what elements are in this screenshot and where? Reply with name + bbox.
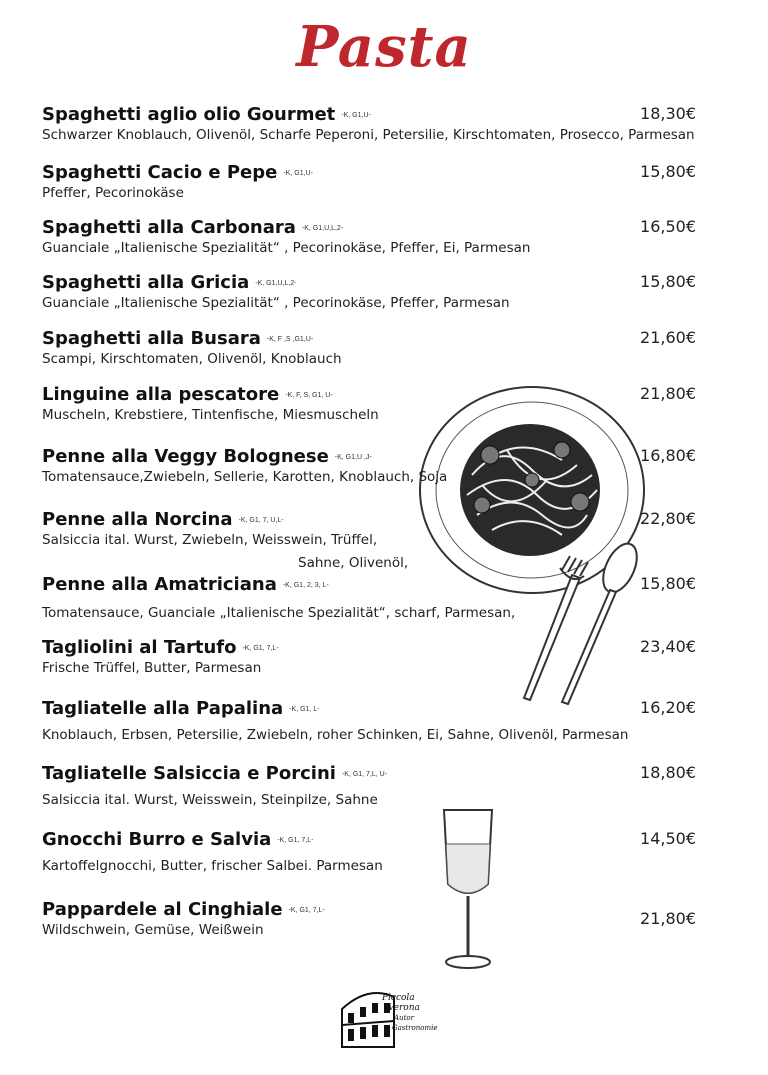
dish-description: Muscheln, Krebstiere, Tintenfische, Miesmuscheln — [42, 407, 379, 423]
dish-name: Tagliatelle Salsiccia e Porcini — [42, 763, 336, 784]
dish-name: Penne alla Norcina — [42, 509, 233, 530]
dish-description: Guanciale „Italienische Spezialität“ , Pecorinokäse, Pfeffer, Ei, Parmesan — [42, 240, 531, 256]
dish-description-continued: Sahne, Olivenöl, — [298, 555, 409, 571]
dish-name: Tagliolini al Tartufo — [42, 637, 237, 658]
allergen-codes: -K, G1,U,L,2- — [301, 225, 344, 233]
dish-price: 16,80€ — [640, 446, 696, 465]
allergen-codes: -K, G1, 7,L- — [277, 837, 314, 845]
menu-item — [42, 328, 732, 367]
menu-item — [42, 698, 732, 743]
dish-name: Penne alla Amatriciana — [42, 574, 277, 595]
dish-price: 18,30€ — [640, 104, 696, 123]
dish-price: 15,80€ — [640, 162, 696, 181]
dish-description: Frische Trüffel, Butter, Parmesan — [42, 660, 262, 676]
dish-name: Spaghetti aglio olio Gourmet — [42, 104, 336, 125]
allergen-codes: -K, F, S, G1, U- — [285, 392, 333, 400]
allergen-codes: -K, F ,S ,G1,U- — [266, 336, 314, 344]
dish-price: 14,50€ — [640, 829, 696, 848]
menu-item — [42, 104, 732, 143]
dish-price: 16,50€ — [640, 217, 696, 236]
dish-price: 15,80€ — [640, 574, 696, 593]
allergen-codes: -K, G1,U,L,2- — [255, 280, 297, 288]
menu-item — [42, 217, 732, 256]
dish-description: Salsiccia ital. Wurst, Weisswein, Steinpilze, Sahne — [42, 792, 378, 808]
dish-description: Pfeffer, Pecorinokäse — [42, 185, 184, 201]
menu-item — [42, 162, 732, 201]
dish-description: Tomatensauce,Zwiebeln, Sellerie, Karotten, Knoblauch, Soja — [42, 469, 448, 485]
dish-name: Tagliatelle alla Papalina — [42, 698, 284, 719]
allergen-codes: -K, G1, 7,L, U- — [341, 771, 388, 779]
allergen-codes: -K, G1,U- — [341, 112, 371, 120]
allergen-codes: -K, G1,U ,J- — [334, 454, 372, 462]
dish-description: Tomatensauce, Guanciale „Italienische Spezialität“, scharf, Parmesan, — [42, 605, 516, 621]
allergen-codes: -K, G1, 7, U,L- — [238, 517, 284, 525]
dish-price: 23,40€ — [640, 637, 696, 656]
menu-item — [42, 763, 732, 808]
dish-description: Schwarzer Knoblauch, Olivenöl, Scharfe Peperoni, Petersilie, Kirschtomaten, Prosecco, Parmesan — [42, 127, 695, 143]
dish-name: Pappardele al Cinghiale — [42, 899, 283, 920]
dish-price: 21,60€ — [640, 328, 696, 347]
logo-text: Autor — [394, 1014, 414, 1022]
dish-name: Spaghetti alla Busara — [42, 328, 261, 349]
menu-item — [42, 574, 732, 621]
menu-item — [42, 272, 732, 311]
page-title: Pasta — [296, 14, 472, 80]
dish-name: Gnocchi Burro e Salvia — [42, 829, 272, 850]
menu-item — [42, 899, 732, 938]
dish-price: 21,80€ — [640, 909, 696, 928]
logo-text: Gastronomie — [392, 1024, 438, 1032]
dish-price: 16,20€ — [640, 698, 696, 717]
dish-name: Spaghetti Cacio e Pepe — [42, 162, 278, 183]
logo-text: Piccola — [382, 993, 415, 1003]
allergen-codes: -K, G1, 7,L- — [288, 907, 325, 915]
menu-item — [42, 829, 732, 874]
colosseum-logo — [338, 975, 450, 1055]
dish-name: Spaghetti alla Carbonara — [42, 217, 296, 238]
menu-item — [42, 637, 732, 676]
allergen-codes: -K, G1, 7,L- — [242, 645, 279, 653]
dish-price: 15,80€ — [640, 272, 696, 291]
dish-name: Linguine alla pescatore — [42, 384, 280, 405]
allergen-codes: -K, G1, L- — [289, 706, 320, 714]
dish-name: Penne alla Veggy Bolognese — [42, 446, 329, 467]
menu-item — [42, 384, 732, 423]
logo-text: Verona — [388, 1003, 420, 1013]
dish-name: Spaghetti alla Gricia — [42, 272, 250, 293]
dish-price: 18,80€ — [640, 763, 696, 782]
dish-price: 22,80€ — [640, 509, 696, 528]
dish-price: 21,80€ — [640, 384, 696, 403]
dish-description: Kartoffelgnocchi, Butter, frischer Salbei. Parmesan — [42, 858, 383, 874]
dish-description: Scampi, Kirschtomaten, Olivenöl, Knoblauch — [42, 351, 342, 367]
menu-item — [42, 446, 732, 485]
dish-description: Wildschwein, Gemüse, Weißwein — [42, 922, 264, 938]
menu-item — [42, 509, 732, 571]
allergen-codes: -K, G1,U- — [283, 170, 313, 178]
dish-description: Guanciale „Italienische Spezialität“ , Pecorinokäse, Pfeffer, Parmesan — [42, 295, 510, 311]
dish-description: Knoblauch, Erbsen, Petersilie, Zwiebeln, roher Schinken, Ei, Sahne, Olivenöl, Parmesan — [42, 727, 629, 743]
dish-description: Salsiccia ital. Wurst, Zwiebeln, Weisswein, Trüffel, — [42, 532, 378, 548]
allergen-codes: -K, G1, 2, 3, L- — [282, 582, 329, 590]
